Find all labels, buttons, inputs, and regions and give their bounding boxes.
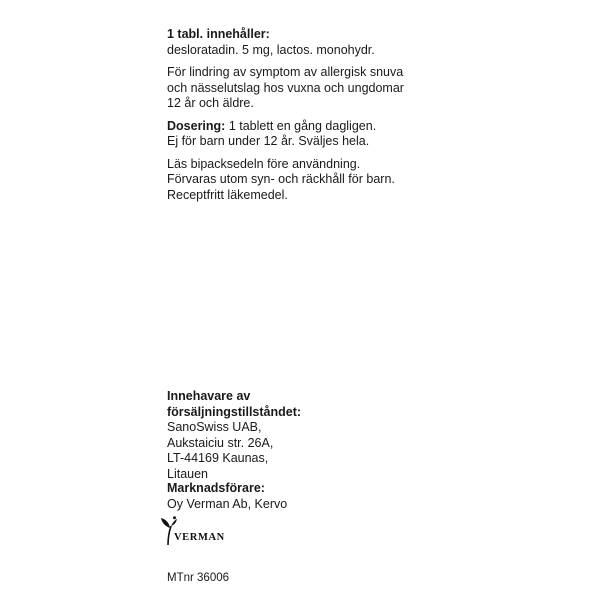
holder-heading: Innehavare av (167, 389, 251, 403)
verman-logo (160, 516, 260, 546)
holder-heading: försäljningstillståndet: (167, 404, 302, 419)
indication-line: För lindring av symptom av allergisk snuva (167, 65, 404, 79)
holder-address-line: Litauen (167, 466, 209, 481)
product-info (167, 27, 467, 203)
note-line: Läs bipacksedeln före användning. (167, 156, 361, 171)
marketer (167, 481, 467, 512)
ingredients-line: desloratadin. 5 mg, lactos. monohydr. (167, 42, 375, 57)
marketer-name: Oy Verman Ab, Kervo (167, 496, 288, 511)
contents-heading: 1 tabl. innehåller: (167, 27, 270, 41)
marketer-heading: Marknadsförare: (167, 481, 265, 495)
indication-line: och nässelutslag hos vuxna och ungdomar (167, 80, 404, 95)
license-holder (167, 389, 467, 482)
holder-address-line: Aukstaiciu str. 26A, (167, 435, 274, 450)
dosage-warning: Ej för barn under 12 år. Sväljes hela. (167, 134, 370, 148)
holder-address-line: LT-44169 Kaunas, (167, 451, 269, 465)
indication-text (167, 65, 467, 112)
dosage-text (167, 119, 467, 150)
note-line: Förvaras utom syn- och räckhåll för barn. (167, 172, 395, 186)
logo-wordmark: VERMAN (174, 532, 225, 543)
holder-address-line: SanoSwiss UAB, (167, 420, 262, 434)
note-line: Receptfritt läkemedel. (167, 187, 288, 202)
dosage-line (167, 119, 467, 135)
dosage-label: Dosering: (167, 118, 226, 133)
indication-line: 12 år och äldre. (167, 96, 254, 110)
notes-text (167, 157, 467, 204)
mtnr-code: MTnr 36006 (167, 572, 230, 584)
dosage-instruction: 1 tablett en gång dagligen. (225, 118, 377, 133)
